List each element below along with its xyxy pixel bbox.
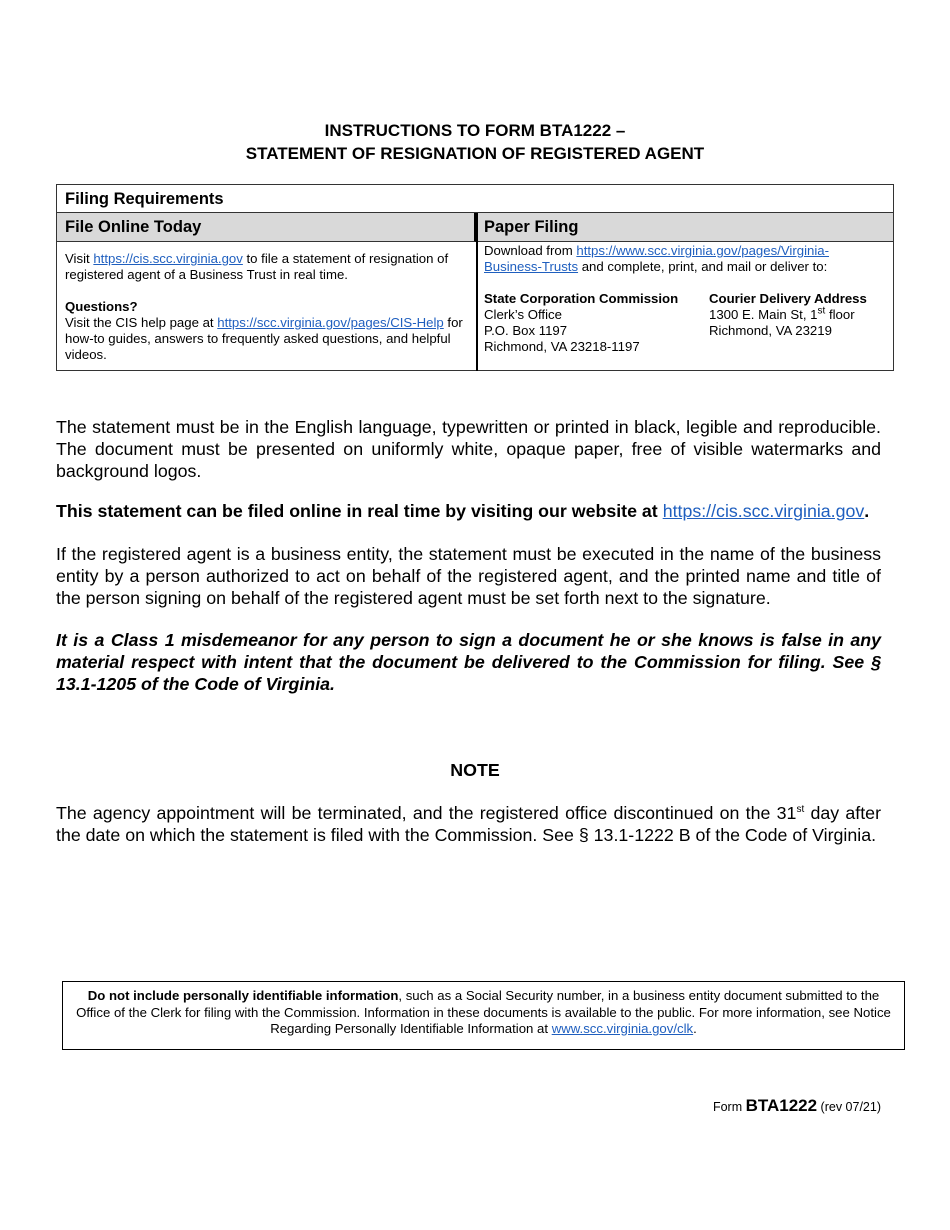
- form-number: [713, 1096, 881, 1116]
- title-line-2: STATEMENT OF RESIGNATION OF REGISTERED AGENT: [245, 144, 705, 163]
- note-paragraph: [56, 802, 881, 846]
- note-heading: NOTE: [450, 760, 500, 780]
- form-revision: (rev 07/21): [817, 1100, 881, 1114]
- pii-text: , such as a Social Security number, in a business entity document submitted to the Office of the Clerk for filing with the Commission. Information in these documents is available to the public. For more information, see Notice Regarding Personally Identifiable Information at: [76, 988, 891, 1036]
- questions-heading: Questions?: [65, 299, 138, 314]
- paper-filing-heading: Paper Filing: [476, 213, 893, 242]
- questions-text: [65, 315, 470, 363]
- visit-prefix: Visit: [65, 251, 94, 266]
- pii-notice-box: [62, 981, 905, 1050]
- column-divider: [476, 213, 478, 371]
- clerk-link[interactable]: www.scc.virginia.gov/clk: [551, 1021, 694, 1036]
- title-line-1: INSTRUCTIONS TO FORM BTA1222 –: [324, 121, 626, 140]
- scc-heading: State Corporation Commission: [484, 291, 679, 306]
- paper-requirements-paragraph: The statement must be in the English language, typewritten or printed in black, legible and reproducible. The document must be presented on uniformly white, opaque paper, free of visible watermarks and background logos.: [56, 417, 881, 481]
- page-title: [0, 119, 950, 165]
- file-online-text: [65, 251, 470, 283]
- form-code: BTA1222: [745, 1096, 818, 1115]
- filing-requirements-heading: Filing Requirements: [57, 185, 893, 213]
- note-suffix: day after the date on which the statement is filed with the Commission. See § 13.1-1222 B of the Code of Virginia.: [56, 803, 881, 845]
- online-filing-link[interactable]: https://cis.scc.virginia.gov: [662, 501, 865, 521]
- cis-link[interactable]: https://cis.scc.virginia.gov: [93, 251, 243, 266]
- courier-address: [709, 291, 889, 339]
- pii-end: .: [693, 1021, 697, 1036]
- business-entity-paragraph: If the registered agent is a business entity, the statement must be executed in the name of the business entity by a person authorized to act on behalf of the registered agent, and the printed name and title of the person signing on behalf of the registered agent must be set forth next to the signature.: [56, 544, 881, 608]
- cis-help-link[interactable]: https://scc.virginia.gov/pages/CIS-Help: [217, 315, 444, 330]
- scc-address: [484, 291, 704, 355]
- courier-floor: floor: [825, 307, 855, 322]
- visit-suffix: to file a statement of resignation of registered agent of a Business Trust in real time.: [65, 251, 449, 282]
- courier-sup: st: [817, 305, 826, 317]
- courier-line-1: [709, 307, 889, 323]
- questions-block: [65, 299, 470, 363]
- online-filing-paragraph: [56, 500, 881, 522]
- business-trusts-link[interactable]: https://www.scc.virginia.gov/pages/Virginia-Business-Trusts: [484, 243, 829, 274]
- note-prefix: The agency appointment will be terminated, and the registered office discontinued on the 31: [56, 803, 797, 823]
- online-prefix: This statement can be filed online in real time by visiting our website at: [56, 501, 663, 521]
- note-sup: st: [796, 804, 805, 816]
- courier-street: 1300 E. Main St, 1: [709, 307, 818, 322]
- courier-heading: Courier Delivery Address: [709, 291, 867, 306]
- form-label: Form: [712, 1100, 746, 1114]
- misdemeanor-warning: It is a Class 1 misdemeanor for any person to sign a document he or she knows is false in any material respect with intent that the document be delivered to the Commission for filing. See § 13.1-1205 of the Code of Virginia.: [56, 630, 881, 694]
- scc-line-1: Clerk’s Office: [484, 307, 562, 322]
- questions-suffix: for how-to guides, answers to frequently asked questions, and helpful videos.: [65, 315, 463, 362]
- download-text: [484, 243, 884, 275]
- scc-line-2: P.O. Box 1197: [484, 323, 568, 338]
- courier-line-2: Richmond, VA 23219: [709, 323, 832, 338]
- questions-prefix: Visit the CIS help page at: [65, 315, 218, 330]
- download-prefix: Download from: [484, 243, 577, 258]
- file-online-heading: File Online Today: [57, 213, 476, 242]
- pii-bold: Do not include personally identifiable information: [87, 988, 399, 1003]
- scc-line-3: Richmond, VA 23218-1197: [484, 339, 640, 354]
- download-suffix: and complete, print, and mail or deliver to:: [578, 259, 828, 274]
- online-suffix: .: [864, 501, 870, 521]
- filing-requirements-box: [56, 184, 894, 371]
